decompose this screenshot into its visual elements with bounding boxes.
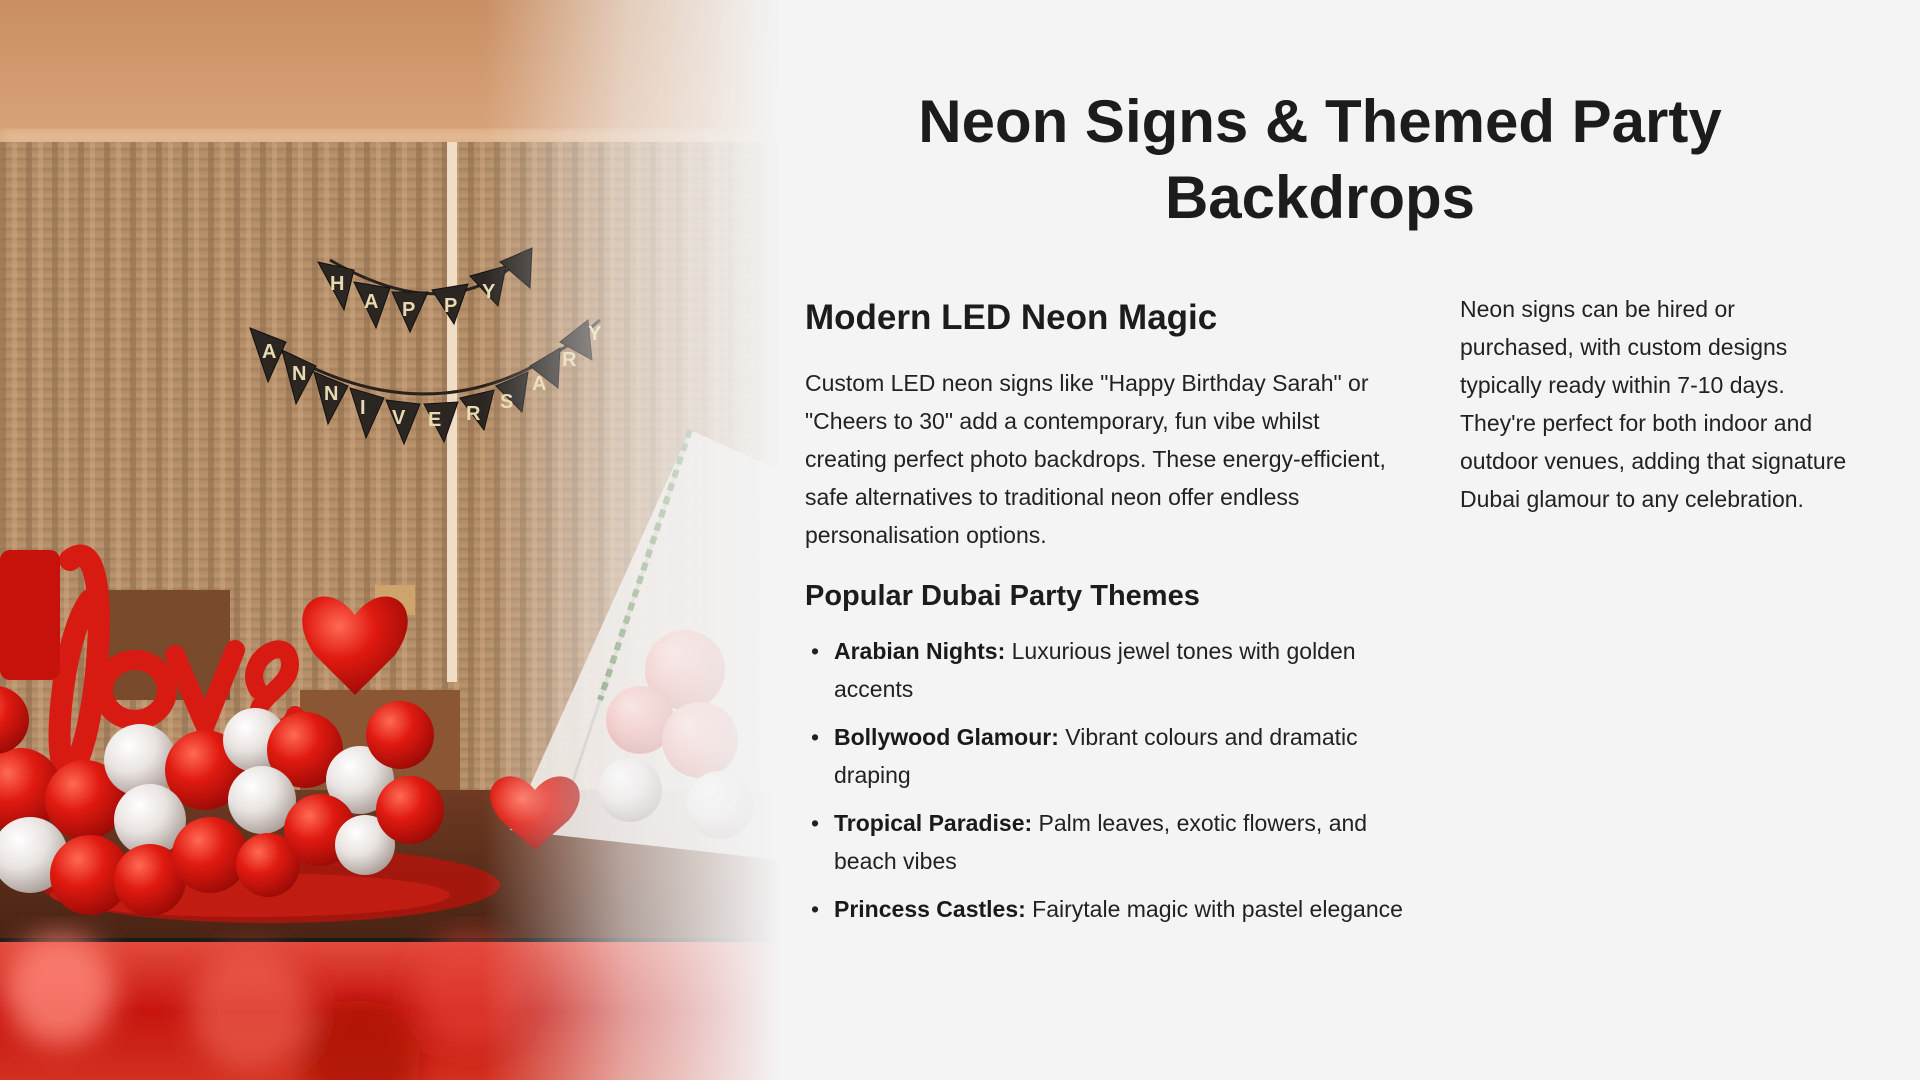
section-heading: Modern LED Neon Magic (805, 298, 1218, 337)
slide-title: Neon Signs & Themed Party Backdrops (918, 88, 1722, 231)
theme-item (805, 718, 1405, 794)
theme-name: Arabian Nights: (834, 638, 1006, 664)
party-backdrop-photo (0, 0, 780, 1080)
theme-name: Tropical Paradise: (834, 810, 1033, 836)
neon-hire-info: Neon signs can be hired or purchased, with custom designs typically ready within 7-10 days. They're perfect for both indoor and outdoor venues, adding that signature Dubai glamour to any celebration. (1460, 296, 1847, 512)
theme-item (805, 632, 1405, 708)
theme-name: Bollywood Glamour: (834, 724, 1059, 750)
theme-description: Vibrant colours and dramatic draping (834, 724, 1358, 788)
theme-description: Luxurious jewel tones with golden accents (834, 638, 1356, 702)
theme-description: Palm leaves, exotic flowers, and beach vibes (834, 810, 1368, 874)
theme-description: Fairytale magic with pastel elegance (1025, 896, 1403, 922)
bullet-icon: • (811, 896, 820, 922)
left-column (805, 294, 1405, 938)
bullet-icon: • (811, 724, 820, 750)
themes-list (805, 632, 1405, 928)
themes-heading: Popular Dubai Party Themes (805, 580, 1200, 612)
theme-item (805, 890, 1405, 928)
theme-name: Princess Castles: (834, 896, 1026, 922)
bullet-icon: • (811, 638, 820, 664)
bullet-icon: • (811, 810, 820, 836)
theme-item (805, 804, 1405, 880)
right-column (1460, 290, 1850, 518)
neon-description: Custom LED neon signs like "Happy Birthday Sarah" or "Cheers to 30" add a contemporary, fun vibe whilst creating perfect photo backdrops. These energy-efficient, safe alternatives to traditional neon offer endless personalisation options. (805, 370, 1386, 548)
